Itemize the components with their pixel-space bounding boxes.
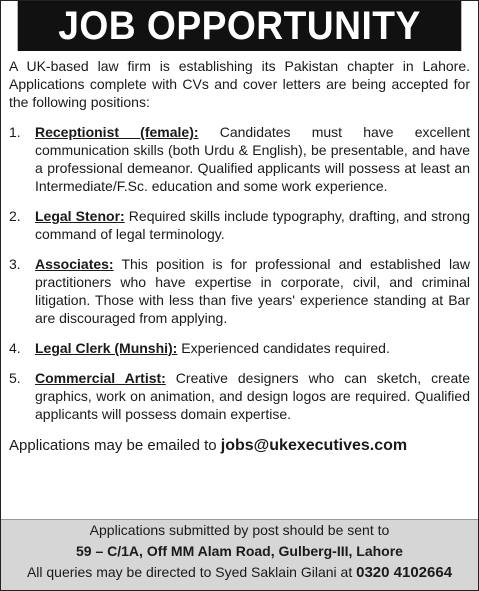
email-line [9,435,470,457]
footer-post-line: Applications submitted by post should be sent to [89,522,390,538]
footer-queries-line [1,562,478,583]
position-description: Creative designers who can sketch, create graphics, work on animation, and design logos are required. Qualified applicants will possess domain expertise. [35,370,470,422]
position-description: Experienced candidates required. [177,340,390,356]
position-description: Required skills include typography, drafting, and strong command of legal terminology. [35,208,470,242]
position-item [9,339,470,357]
position-description: Candidates must have excellent communication skills (both Urdu & English), be presentable, and have a professional demeanor. Qualified applicants will possess at least an Intermediate/F.Sc. education and some work experience. [35,124,470,194]
position-title: Commercial Artist: [35,370,166,386]
position-number: 1. [9,124,21,140]
position-item [9,207,470,243]
position-title: Receptionist (female): [35,124,199,140]
ad-title: JOB OPPORTUNITY [18,1,462,51]
position-description: This position is for professional and established law practitioners who have expertise in corporate, civil, and criminal litigation. Those with less than five years' experience standing at Bar are discouraged from applying. [35,256,470,326]
position-title: Legal Stenor: [35,208,125,224]
position-number: 2. [9,208,21,224]
footer-address: 59 – C/1A, Off MM Alam Road, Gulberg-III, Lahore [76,543,403,559]
position-item [9,369,470,423]
intro-paragraph: A UK-based law firm is establishing its Pakistan chapter in Lahore. Applications complete with CVs and cover letters are being accepted for the following positions: [9,58,470,110]
position-body [35,369,470,423]
position-body [35,339,470,357]
phone-number: 0320 4102664 [356,564,453,581]
position-body [35,123,470,195]
position-number: 3. [9,256,21,272]
email-prefix: Applications may be emailed to [9,437,221,454]
position-body [35,255,470,327]
position-title: Legal Clerk (Munshi): [35,340,178,356]
position-number: 4. [9,340,21,356]
position-number: 5. [9,370,21,386]
position-title: Associates: [35,256,114,272]
position-item [9,255,470,327]
position-item [9,123,470,195]
footer-box [1,519,478,590]
queries-prefix: All queries may be directed to Syed Saklain Gilani at [26,564,357,580]
positions-list [9,123,470,423]
email-address[interactable]: jobs@ukexecutives.com [220,437,408,454]
position-body [35,207,470,243]
